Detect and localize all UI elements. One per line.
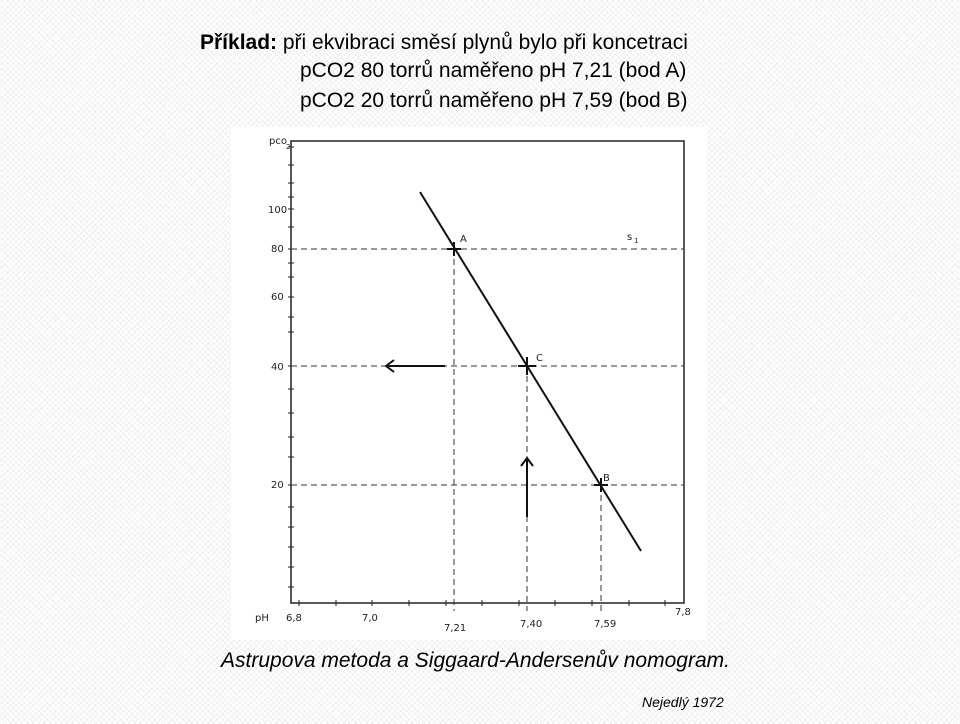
- x-tick-label: 6,8: [286, 613, 302, 624]
- x-tick-label: 7,0: [362, 613, 378, 624]
- x-tick-label: 7,40: [520, 619, 543, 630]
- title-line-2: pCO2 80 torrů naměřeno pH 7,21 (bod A): [300, 59, 687, 82]
- y-tick-label: 20: [271, 480, 284, 491]
- point-b: [594, 473, 610, 492]
- x-tick-label: 7,21: [444, 623, 467, 634]
- y-tick-label: 80: [271, 244, 284, 255]
- line-label: s: [627, 232, 633, 243]
- point-c-label: C: [536, 353, 543, 364]
- title-text: při ekvibraci směsí plynů bylo při koncetraci: [282, 31, 688, 54]
- y-axis-label-sub: 2: [286, 143, 291, 151]
- x-tick-label: 7,59: [594, 619, 617, 630]
- title-label: Příklad:: [200, 31, 278, 54]
- arrow-up: [521, 458, 533, 517]
- arrow-left: [386, 360, 445, 372]
- title-line-3: pCO2 20 torrů naměřeno pH 7,59 (bod B): [300, 89, 688, 112]
- line-label-sub: 1: [634, 237, 639, 245]
- caption: Astrupova metoda a Siggaard-Andersenův nomogram.: [221, 649, 730, 672]
- x-tick-label: 7,8: [675, 607, 691, 618]
- nomogram-svg: [231, 127, 707, 640]
- point-a-label: A: [460, 234, 467, 245]
- title-line-1: [200, 30, 688, 56]
- y-tick-label: 60: [271, 292, 284, 303]
- y-tick-label: 100: [268, 205, 288, 216]
- point-b-label: B: [603, 473, 610, 484]
- nomogram-figure: [231, 127, 707, 640]
- credit: Nejedlý 1972: [642, 694, 724, 710]
- plot-frame: [291, 141, 684, 603]
- x-axis-label: pH: [255, 613, 269, 624]
- title-block: [0, 0, 960, 130]
- y-tick-label: 40: [271, 362, 284, 373]
- y-axis-label: pco: [269, 136, 287, 147]
